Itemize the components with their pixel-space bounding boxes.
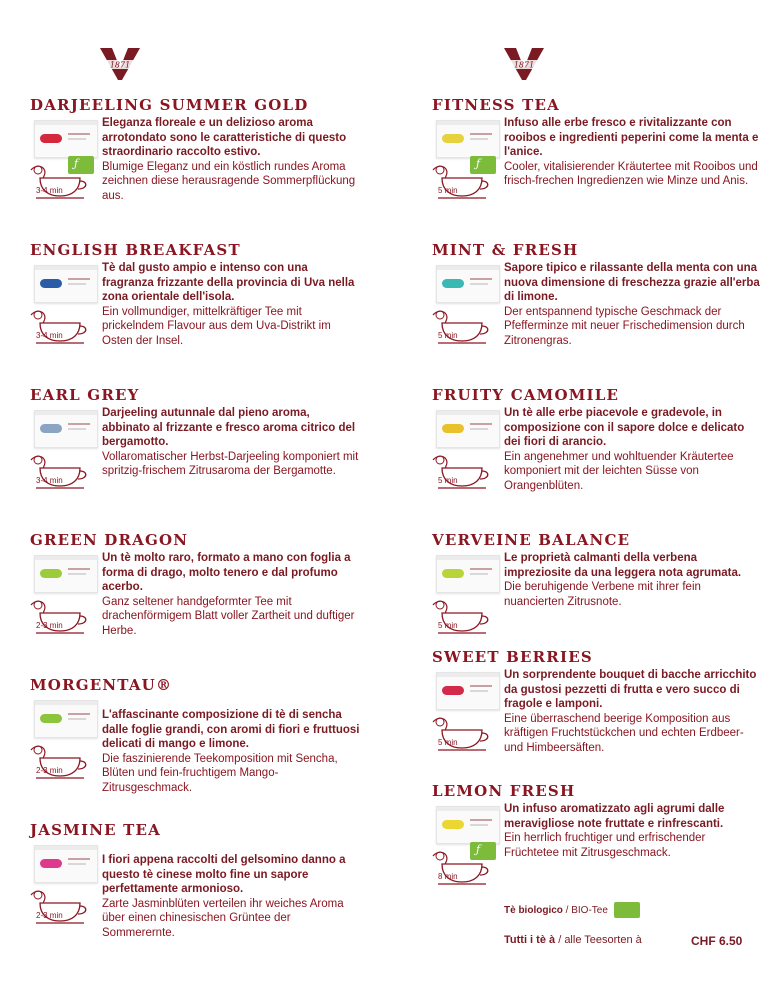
bio-legend-it: Tè biologico <box>504 904 563 916</box>
tea-pack-icon <box>436 555 500 593</box>
description-de: Ein herrlich fruchtiger und erfrischender Früchtetee mit Zitrusgeschmack. <box>504 832 706 859</box>
brew-time: 5 min <box>438 621 458 630</box>
teacup-icon <box>30 595 98 635</box>
teacup-icon <box>432 595 500 635</box>
v-1871-logo-icon <box>98 46 142 82</box>
description-de: Die faszinierende Teekomposition mit Sencha, Blüten und fein-fruchtigem Mango-Zitrusgeschmack. <box>102 752 338 794</box>
description-it: Infuso alle erbe fresco e rivitalizzante con rooibos e ingredienti peperini come la menta e l'anice. <box>504 117 759 159</box>
brew-time: 2-3 min <box>36 911 63 920</box>
tea-description <box>102 406 360 479</box>
teacup-icon <box>432 450 500 490</box>
tea-pack-icon <box>34 265 98 303</box>
tea-card-earlgrey <box>30 386 360 506</box>
tea-title: VERVEINE BALANCE <box>432 531 631 549</box>
tea-description <box>504 261 762 349</box>
brew-time: 5 min <box>438 331 458 340</box>
brew-time: 5 min <box>438 476 458 485</box>
tea-description <box>504 406 762 494</box>
description-it: Tè dal gusto ampio e intenso con una fragranza frizzante della provincia di Uva nella zona orientale dell'isola. <box>102 262 355 304</box>
tea-card-jasmine <box>30 821 360 941</box>
tea-description <box>102 261 360 349</box>
tea-pack-icon <box>436 806 500 844</box>
description-de: Eine überraschend beerige Komposition aus kräftigen Fruchtstückchen und echten Erdbeer- und Himbeersäften. <box>504 712 744 754</box>
teacup-icon <box>432 305 500 345</box>
tea-card-sweetberries <box>432 648 762 768</box>
tea-description <box>504 802 762 860</box>
price-label-it: Tutti i tè à <box>504 934 556 946</box>
tea-description <box>102 551 360 639</box>
tea-image <box>432 672 500 752</box>
description-it: Un sorprendente bouquet di bacche arricchito da gustosi pezzetti di frutta e vero succo di fragole e lamponi. <box>504 669 757 711</box>
brand-logo-left <box>98 46 142 82</box>
tea-card-verveine <box>432 531 762 651</box>
price-label <box>504 934 642 946</box>
tea-description <box>504 116 762 189</box>
brand-logo-right <box>502 46 546 82</box>
description-it: Le proprietà calmanti della verbena impreziosite da una leggera nota agrumata. <box>504 552 742 579</box>
teacup-icon <box>30 885 98 925</box>
tea-pack-icon <box>436 410 500 448</box>
teacup-icon <box>30 740 98 780</box>
description-it: I fiori appena raccolti del gelsomino danno a questo tè cinese molto fine un sapore perfettamente armonioso. <box>102 854 346 896</box>
tea-pack-icon <box>436 265 500 303</box>
tea-description <box>102 116 360 204</box>
description-it: Sapore tipico e rilassante della menta con una nuova dimensione di freschezza grazie all'erba di limone. <box>504 262 760 304</box>
tea-image <box>30 555 98 635</box>
tea-title: SWEET BERRIES <box>432 648 593 666</box>
description-de: Ein angenehmer und wohltuender Kräutertee komponiert mit der leichten Süsse von Orangenblüten. <box>504 450 734 492</box>
tea-card-fitness <box>432 96 762 216</box>
tea-card-darjeeling <box>30 96 360 216</box>
description-it: Un infuso aromatizzato agli agrumi dalle meravigliose note fruttate e rinfrescanti. <box>504 803 725 830</box>
tea-image <box>432 555 500 635</box>
tea-pack-icon <box>34 845 98 883</box>
brew-time: 2-3 min <box>36 621 63 630</box>
tea-image <box>30 265 98 345</box>
description-it: Un tè alle erbe piacevole e gradevole, in composizione con il sapore dolce e delicato dei fiori di arancio. <box>504 407 745 449</box>
logo-year-right: 1871 <box>513 60 535 70</box>
tea-pack-icon <box>34 700 98 738</box>
tea-title: GREEN DRAGON <box>30 531 189 549</box>
description-de: Ein vollmundiger, mittelkräftiger Tee mit prickelndem Flavour aus dem Uva-Distrikt im Osten der Insel. <box>102 305 331 347</box>
tea-pack-icon <box>34 555 98 593</box>
tea-image <box>432 265 500 345</box>
bio-leaf-icon <box>614 902 640 918</box>
description-it: Darjeeling autunnale dal pieno aroma, abbinato al frizzante e fresco aroma citrico del bergamotto. <box>102 407 356 449</box>
bio-leaf-icon: ƒ <box>68 156 94 174</box>
tea-pack-icon <box>34 410 98 448</box>
tea-card-morgentau <box>30 676 360 796</box>
description-de: Cooler, vitalisierender Kräutertee mit Rooibos und frisch-frechen Ingredienzen wie Minze und Anis. <box>504 160 758 188</box>
tea-card-greendragon <box>30 531 360 651</box>
tea-image <box>30 700 98 780</box>
price-value: CHF 6.50 <box>691 934 743 948</box>
brew-time: 3-4 min <box>36 476 63 485</box>
description-de: Der entspannend typische Geschmack der Pfefferminze mit neuer Frischedimension durch Zitronengras. <box>504 305 745 347</box>
tea-image <box>30 410 98 490</box>
tea-card-english <box>30 241 360 361</box>
tea-title: MORGENTAU® <box>30 676 173 694</box>
tea-pack-icon <box>436 672 500 710</box>
brew-time: 5 min <box>438 738 458 747</box>
teacup-icon <box>432 160 500 200</box>
v-1871-logo-icon <box>502 46 546 82</box>
tea-card-camomile <box>432 386 762 506</box>
bio-leaf-icon: ƒ <box>470 156 496 174</box>
tea-image <box>432 806 500 886</box>
logo-year-left: 1871 <box>109 60 131 70</box>
tea-title: ENGLISH BREAKFAST <box>30 241 241 259</box>
price-label-sep: / <box>555 934 565 946</box>
description-it: L'affascinante composizione di tè di sencha dalle foglie grandi, con aromi di fiori e fruttuosi delicati di mango e limone. <box>102 709 360 751</box>
bio-legend <box>504 902 640 918</box>
teacup-icon <box>30 450 98 490</box>
description-de: Zarte Jasminblüten verteilen ihr weiches Aroma über einen chinesischen Grüntee der Sommerernte. <box>102 897 344 939</box>
bio-legend-sep: / <box>562 904 572 916</box>
brew-time: 2-3 min <box>36 766 63 775</box>
tea-image <box>432 120 500 200</box>
tea-image <box>30 120 98 200</box>
tea-title: FITNESS TEA <box>432 96 560 114</box>
teacup-icon <box>30 305 98 345</box>
tea-title: MINT & FRESH <box>432 241 579 259</box>
description-de: Blumige Eleganz und ein köstlich rundes Aroma zeichnen diese herausragende Sommerpflückung aus. <box>102 160 356 202</box>
tea-title: LEMON FRESH <box>432 782 576 800</box>
tea-card-lemon <box>432 782 762 902</box>
brew-time: 5 min <box>438 186 458 195</box>
price-label-de: alle Teesorten à <box>564 934 642 946</box>
brew-time: 3-4 min <box>36 331 63 340</box>
tea-image <box>30 845 98 925</box>
tea-title: EARL GREY <box>30 386 140 404</box>
description-it: Un tè molto raro, formato a mano con foglia a forma di drago, molto tenero e dal profumo acerbo. <box>102 552 351 594</box>
tea-pack-icon <box>436 120 500 158</box>
tea-title: DARJEELING SUMMER GOLD <box>30 96 309 114</box>
tea-image <box>432 410 500 490</box>
tea-title: FRUITY CAMOMILE <box>432 386 620 404</box>
bio-leaf-icon: ƒ <box>470 842 496 860</box>
brew-time: 8 min <box>438 872 458 881</box>
tea-pack-icon <box>34 120 98 158</box>
description-de: Ganz seltener handgeformter Tee mit drachenförmigem Blatt voller Zartheit und duftiger Herbe. <box>102 595 355 637</box>
teacup-icon <box>432 846 500 886</box>
description-de: Vollaromatischer Herbst-Darjeeling komponiert mit spritzig-frischem Zitrusaroma der Bergamotte. <box>102 450 359 478</box>
tea-card-mint <box>432 241 762 361</box>
tea-description <box>504 551 762 609</box>
teacup-icon <box>432 712 500 752</box>
tea-title: JASMINE TEA <box>30 821 161 839</box>
description-it: Eleganza floreale e un delizioso aroma arrotondato sono le caratteristiche di questo straordinario raccolto estivo. <box>102 117 347 159</box>
tea-description <box>504 668 762 756</box>
bio-legend-de: BIO-Tee <box>571 904 608 916</box>
tea-description <box>102 708 360 796</box>
teacup-icon <box>30 160 98 200</box>
brew-time: 3-4 min <box>36 186 63 195</box>
description-de: Die beruhigende Verbene mit ihrer fein nuancierten Zitrusnote. <box>504 581 701 608</box>
tea-description <box>102 853 360 941</box>
